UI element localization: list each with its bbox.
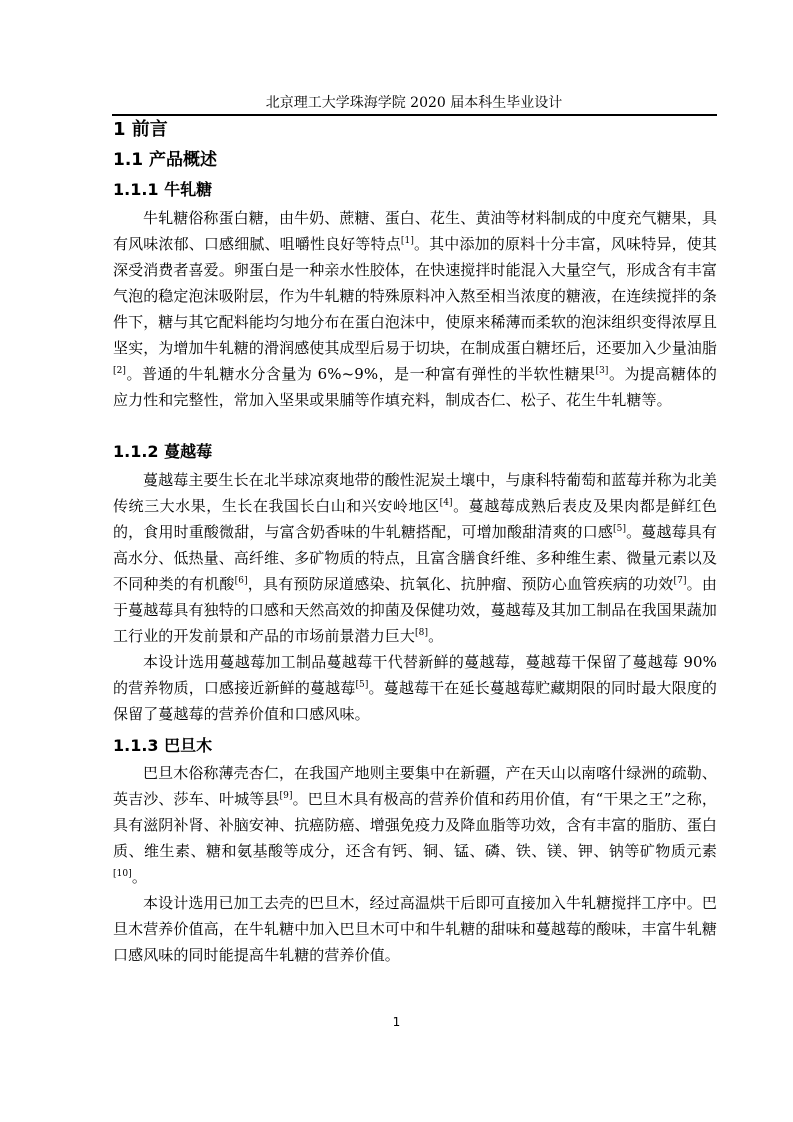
- paragraph-cranberry: [113, 467, 717, 649]
- text-run: 。: [131, 868, 147, 886]
- page-header: 北京理工大学珠海学院 2020 届本科生毕业设计: [265, 95, 563, 111]
- text-run: 。蔓越莓干在延长蔓越莓贮藏期限的同时最大限度的保留了蔓越莓的营养价值和口感风味。: [113, 679, 717, 723]
- citation-ref: [8]: [415, 628, 429, 638]
- citation-ref: [10]: [113, 869, 132, 879]
- heading-section-1-1-2: 1.1.2 蔓越莓: [113, 442, 213, 461]
- text-run: 。其中添加的原料十分丰富，风味特异，使其深受消费者喜爱。卵蛋白是一种亲水性胶体，在快速搅拌时能混入大量空气，形成含有丰富气泡的稳定泡沫吸附层，作为牛轧糖的特殊原料冲入熬至相当浓度的糖液，在连续搅拌的条件下，糖与其它配料能均匀地分布在蛋白泡沫中，使原来稀薄而柔软的泡沫组织变得浓厚且坚实，为增加牛轧糖的滑润感使其成型后易于切块，在制成蛋白糖坯后，还要加入少量油脂: [113, 235, 718, 357]
- citation-ref: [1]: [400, 236, 414, 246]
- text-run: 。: [428, 627, 444, 645]
- heading-section-1-1-1: 1.1.1 牛轧糖: [113, 180, 213, 199]
- text-run: 。蔓越莓成熟后表皮及果肉都是鲜红色的，食用时重酸微甜，与富含奶香味的牛轧糖搭配，可增加酸甜清爽的口感: [113, 497, 718, 541]
- paragraph-cranberry-dried: [113, 649, 717, 727]
- paragraph-nougat: [113, 205, 717, 413]
- page-number: 1: [392, 1015, 401, 1029]
- citation-ref: [5]: [355, 680, 369, 690]
- citation-ref: [9]: [279, 791, 293, 801]
- text-run: 牛轧糖俗称蛋白糖，由牛奶、蔗糖、蛋白、花生、黄油等材料制成的中度充气糖果，具有风味浓郁、口感细腻、咀嚼性良好等特点: [113, 209, 717, 253]
- text-run: 。为提高糖体的应力性和完整性，常加入坚果或果脯等作填充料，制成杏仁、松子、花生牛轧糖等。: [113, 365, 717, 409]
- citation-ref: [4]: [439, 498, 453, 508]
- heading-chapter-1: 1 前言: [113, 119, 168, 140]
- citation-ref: [2]: [113, 366, 127, 376]
- text-run: 蔓越莓主要生长在北半球凉爽地带的酸性泥炭土壤中，与康科特葡萄和蓝莓并称为北美传统三大水果，生长在我国长白山和兴安岭地区: [113, 471, 717, 515]
- text-run: 。巴旦木具有极高的营养价值和药用价值，有“干果之王”之称，具有滋阴补肾、补脑安神、抗癌防癌、增强免疫力及降血脂等功效，含有丰富的脂肪、蛋白质、维生素、糖和氨基酸等成分，还含有钙、铜、锰、磷、铁、镁、钾、钠等矿物质元素: [113, 790, 718, 860]
- paragraph-almond: [113, 760, 717, 890]
- text-run: ，具有预防尿道感染、抗氧化、抗肿瘤、预防心血管疾病的功效: [247, 575, 674, 593]
- heading-section-1-1-3: 1.1.3 巴旦木: [113, 736, 213, 755]
- header-rule: [112, 114, 717, 116]
- text-run: 巴旦木俗称薄壳杏仁，在我国产地则主要集中在新疆，产在天山以南喀什绿洲的疏勒、英吉沙、莎车、叶城等县: [113, 764, 717, 808]
- text-run: 。由于蔓越莓具有独特的口感和天然高效的抑菌及保健功效，蔓越莓及其加工制品在我国果蔬加工行业的开发前景和产品的市场前景潜力巨大: [113, 575, 718, 645]
- paragraph-almond-usage: [113, 890, 717, 968]
- heading-section-1-1: 1.1 产品概述: [113, 150, 218, 170]
- citation-ref: [3]: [595, 366, 609, 376]
- text-run: 本设计选用蔓越莓加工制品蔓越莓干代替新鲜的蔓越莓，蔓越莓干保留了蔓越莓 90%的营养物质，口感接近新鲜的蔓越莓: [113, 653, 717, 697]
- text-run: 本设计选用已加工去壳的巴旦木，经过高温烘干后即可直接加入牛轧糖搅拌工序中。巴旦木营养价值高，在牛轧糖中加入巴旦木可中和牛轧糖的甜味和蔓越莓的酸味，丰富牛轧糖口感风味的同时能提高牛轧糖的营养价值。: [113, 894, 718, 964]
- text-run: 。普通的牛轧糖水分含量为 6%~9%，是一种富有弹性的半软性糖果: [126, 365, 596, 383]
- citation-ref: [7]: [673, 576, 687, 586]
- citation-ref: [5]: [613, 524, 627, 534]
- text-run: 。蔓越莓具有高水分、低热量、高纤维、多矿物质的特点，且富含膳食纤维、多种维生素、微量元素以及不同种类的有机酸: [113, 523, 718, 593]
- citation-ref: [6]: [234, 576, 248, 586]
